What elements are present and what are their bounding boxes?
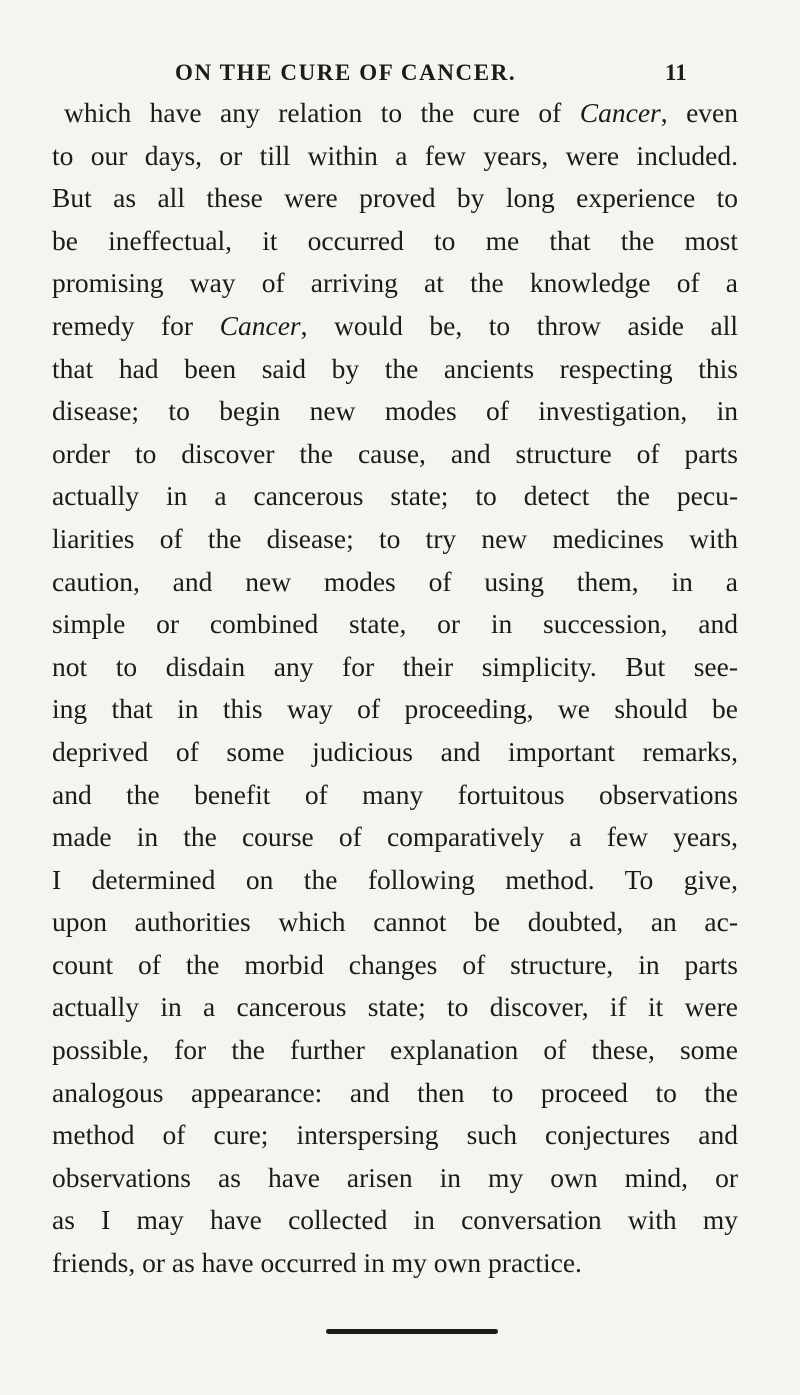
text-line: observations as have arisen in my own mind, or: [52, 1161, 738, 1193]
text-line: as I may have collected in conversation with my: [52, 1204, 738, 1236]
text-line: not to disdain any for their simplicity. But see-: [52, 650, 738, 682]
text-line: friends, or as have occurred in my own practice.: [52, 1247, 582, 1279]
text-line: be ineffectual, it occurred to me that the most: [52, 224, 738, 256]
text-line: count of the morbid changes of structure, in parts: [52, 948, 738, 980]
text-line: analogous appearance: and then to proceed to the: [52, 1076, 738, 1108]
text-line: which have any relation to the cure of Cancer, even: [64, 97, 738, 128]
text-line: to our days, or till within a few years, were included.: [52, 139, 738, 171]
text-line: simple or combined state, or in succession, and: [52, 608, 738, 640]
text-line: and the benefit of many fortuitous observations: [52, 778, 738, 810]
text-line: made in the course of comparatively a few years,: [52, 821, 738, 853]
text-line: remedy for Cancer, would be, to throw aside all: [52, 309, 738, 341]
text-line: disease; to begin new modes of investigation, in: [52, 395, 738, 427]
text-line: possible, for the further explanation of these, some: [52, 1034, 738, 1066]
text-line: liarities of the disease; to try new medicines with: [52, 522, 738, 554]
text-line: deprived of some judicious and important remarks,: [52, 735, 738, 767]
section-end-rule: [326, 1329, 498, 1334]
body-text: [52, 92, 738, 1285]
running-head: [0, 60, 800, 90]
running-title: ON THE CURE OF CANCER.: [175, 60, 517, 85]
text-line: I determined on the following method. To give,: [52, 863, 738, 895]
text-line: promising way of arriving at the knowledge of a: [52, 267, 738, 299]
text-line: ing that in this way of proceeding, we should be: [52, 693, 738, 725]
text-line: actually in a cancerous state; to discover, if it were: [52, 991, 738, 1023]
text-line: method of cure; interspersing such conjectures and: [52, 1119, 738, 1151]
text-line: caution, and new modes of using them, in a: [52, 565, 738, 597]
page-number: 11: [665, 60, 687, 85]
text-line: But as all these were proved by long experience to: [52, 182, 738, 214]
text-line: upon authorities which cannot be doubted, an ac-: [52, 906, 738, 938]
text-line: that had been said by the ancients respecting this: [52, 352, 738, 384]
text-line: order to discover the cause, and structure of parts: [52, 437, 738, 469]
text-line: actually in a cancerous state; to detect the pecu-: [52, 480, 738, 512]
